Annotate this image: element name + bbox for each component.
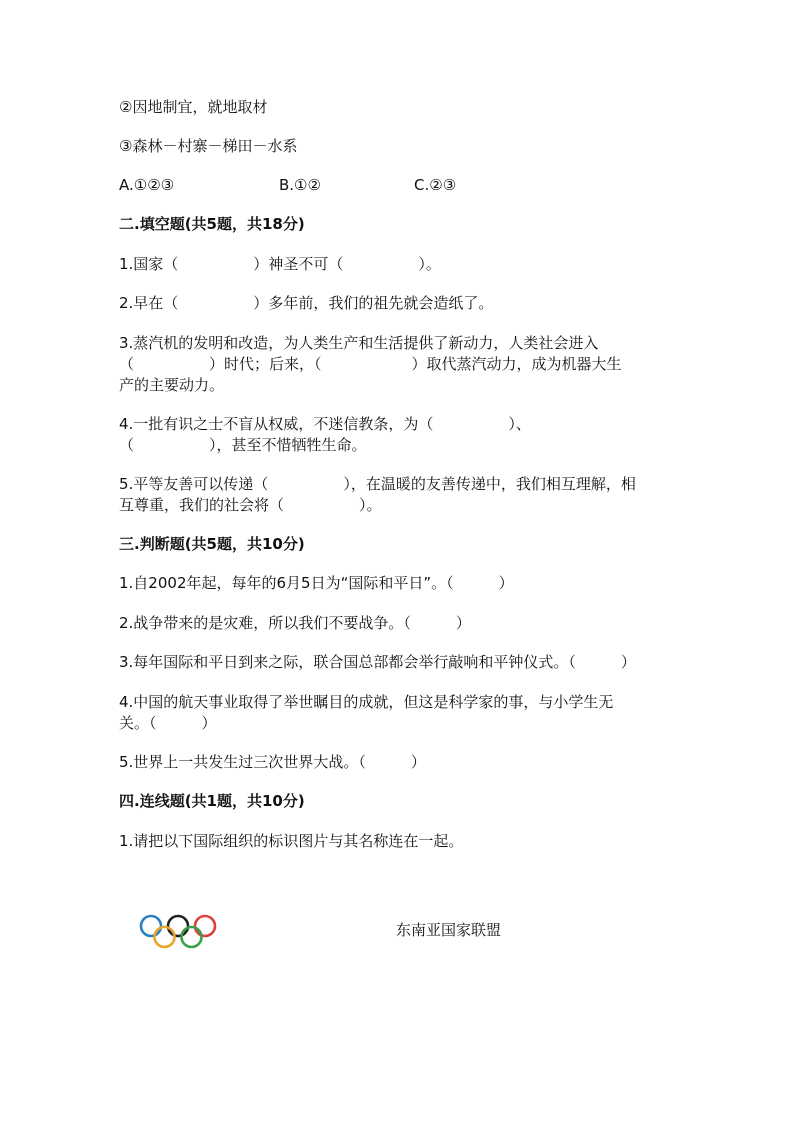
section-heading-fill-blank: 二.填空题(共5题，共18分) (119, 215, 305, 233)
fill-question-1: 1.国家（ ）神圣不可（ ）。 (119, 255, 441, 273)
fill-question-4: 4.一批有识之士不盲从权威，不迷信教条，为（ ）、 （ ），甚至不惜牺牲生命。 (119, 415, 531, 454)
fill-question-3: 3.蒸汽机的发明和改造，为人类生产和生活提供了新动力，人类社会进入 （ ）时代；后来，（ ）取代蒸汽动力，成为机器大生 产的主要动力。 (119, 334, 622, 394)
ring-blue (141, 916, 161, 936)
ring-red (195, 916, 215, 936)
choice-b: B.①② (279, 176, 321, 194)
ring-yellow (155, 927, 175, 947)
ring-green (182, 927, 202, 947)
matching-question-1: 1.请把以下国际组织的标识图片与其名称连在一起。 (119, 832, 464, 850)
ring-black (168, 916, 188, 936)
choice-a: A.①②③ (119, 176, 175, 194)
option-item-3: ③森林－村寨－梯田－水系 (119, 137, 298, 155)
judge-question-2: 2.战争带来的是灾难，所以我们不要战争。（ ） (119, 614, 471, 632)
choice-c: C.②③ (414, 176, 457, 194)
judge-question-5: 5.世界上一共发生过三次世界大战。（ ） (119, 753, 426, 771)
fill-question-2: 2.早在（ ）多年前，我们的祖先就会造纸了。 (119, 294, 494, 312)
judge-question-1: 1.自2002年起，每年的6月5日为“国际和平日”。（ ） (119, 574, 514, 592)
judge-question-4: 4.中国的航天事业取得了举世瞩目的成就，但这是科学家的事，与小学生无 关。（ ） (119, 693, 614, 732)
judge-question-3: 3.每年国际和平日到来之际，联合国总部都会举行敲响和平钟仪式。（ ） (119, 653, 636, 671)
organization-name-asean: 东南亚国家联盟 (396, 921, 502, 939)
section-heading-true-false: 三.判断题(共5题，共10分) (119, 535, 305, 553)
section-heading-matching: 四.连线题(共1题，共10分) (119, 792, 305, 810)
option-item-2: ②因地制宜，就地取材 (119, 98, 268, 116)
olympic-rings-icon (139, 914, 217, 950)
fill-question-5: 5.平等友善可以传递（ ），在温暖的友善传递中，我们相互理解，相 互尊重，我们的社会将（ ）。 (119, 475, 636, 514)
